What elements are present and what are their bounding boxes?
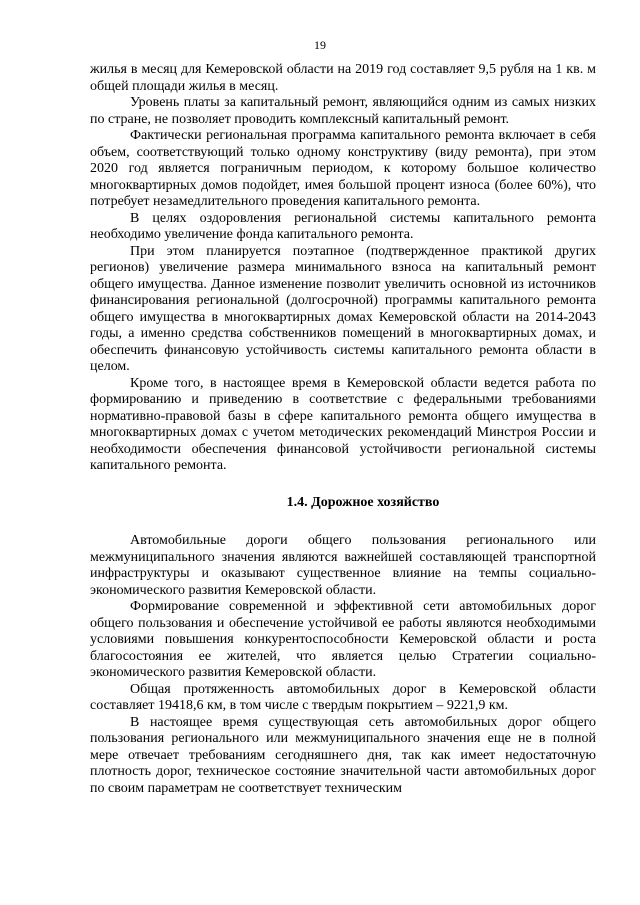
paragraph-continued: жилья в месяц для Кемеровской области на 2019 год составляет 9,5 рубля на 1 кв. м общей площади жилья в месяц. bbox=[90, 62, 596, 94]
page-number: 19 bbox=[314, 38, 326, 52]
spacer bbox=[90, 475, 596, 495]
paragraph-road-network: Формирование современной и эффективной сети автомобильных дорог общего пользования и обеспечение устойчивой ее работы являются необходимыми условиями повышения конкурентоспособности Кемеровской области и роста благосостояния ее жителей, что является целью Стратегии социально-экономического развития Кемеровской области. bbox=[90, 599, 596, 680]
paragraph-contribution-increase: При этом планируется поэтапное (подтвержденное практикой других регионов) увеличение размера минимального взноса на капитальный ремонт общего имущества. Данное изменение позволит увеличить основной из источников финансирования региональной (долгосрочной) программы капитального ремонта общего имущества в многоквартирных домах Кемеровской области на 2014-2043 годы, а именно средства собственников помещений в многоквартирных домах, и обеспечить финансовую устойчивость системы капитального ремонта области в целом. bbox=[90, 243, 596, 374]
document-body bbox=[90, 62, 596, 797]
paragraph-regional-program: Фактически региональная программа капитального ремонта включает в себя объем, соответствующий только одному конструктиву (виду ремонта), при этом 2020 год является пограничным периодом, к которому большое количество многоквартирных домов подойдет, имея большой процент износа (более 60%), что потребует незамедлительного проведения капитального ремонта. bbox=[90, 128, 596, 209]
section-heading: 1.4. Дорожное хозяйство bbox=[286, 494, 440, 510]
paragraph-road-condition: В настоящее время существующая сеть автомобильных дорог общего пользования регионального или межмуниципального значения еще не в полной мере отвечает требованиям сегодняшнего дня, так как имеет недостаточную плотность дорог, техническое состояние значительной части автомобильных дорог по своим параметрам не соответствует техническим bbox=[90, 714, 596, 796]
paragraph-road-length: Общая протяженность автомобильных дорог в Кемеровской области составляет 19418,6 км, в том числе с твердым покрытием – 9221,9 км. bbox=[90, 681, 596, 713]
paragraph-repair-fee-level: Уровень платы за капитальный ремонт, являющийся одним из самых низких по стране, не позволяет проводить комплексный капитальный ремонт. bbox=[90, 95, 596, 127]
paragraph-regulatory-base: Кроме того, в настоящее время в Кемеровской области ведется работа по формированию и приведению в соответствие с федеральными требованиями нормативно-правовой базы в сфере капитального ремонта общего имущества в многоквартирных домах с учетом методических рекомендаций Минстроя России и необходимости обеспечения финансовой устойчивости региональной системы капитального ремонта. bbox=[90, 375, 596, 473]
spacer bbox=[90, 511, 596, 533]
paragraph-roads-importance: Автомобильные дороги общего пользования регионального или межмуниципального значения являются важнейшей составляющей транспортной инфраструктуры и оказывают существенное влияние на темпы социально-экономического развития Кемеровской области. bbox=[90, 533, 596, 598]
paragraph-fund-increase: В целях оздоровления региональной системы капитального ремонта необходимо увеличение фонда капитального ремонта. bbox=[90, 210, 596, 242]
